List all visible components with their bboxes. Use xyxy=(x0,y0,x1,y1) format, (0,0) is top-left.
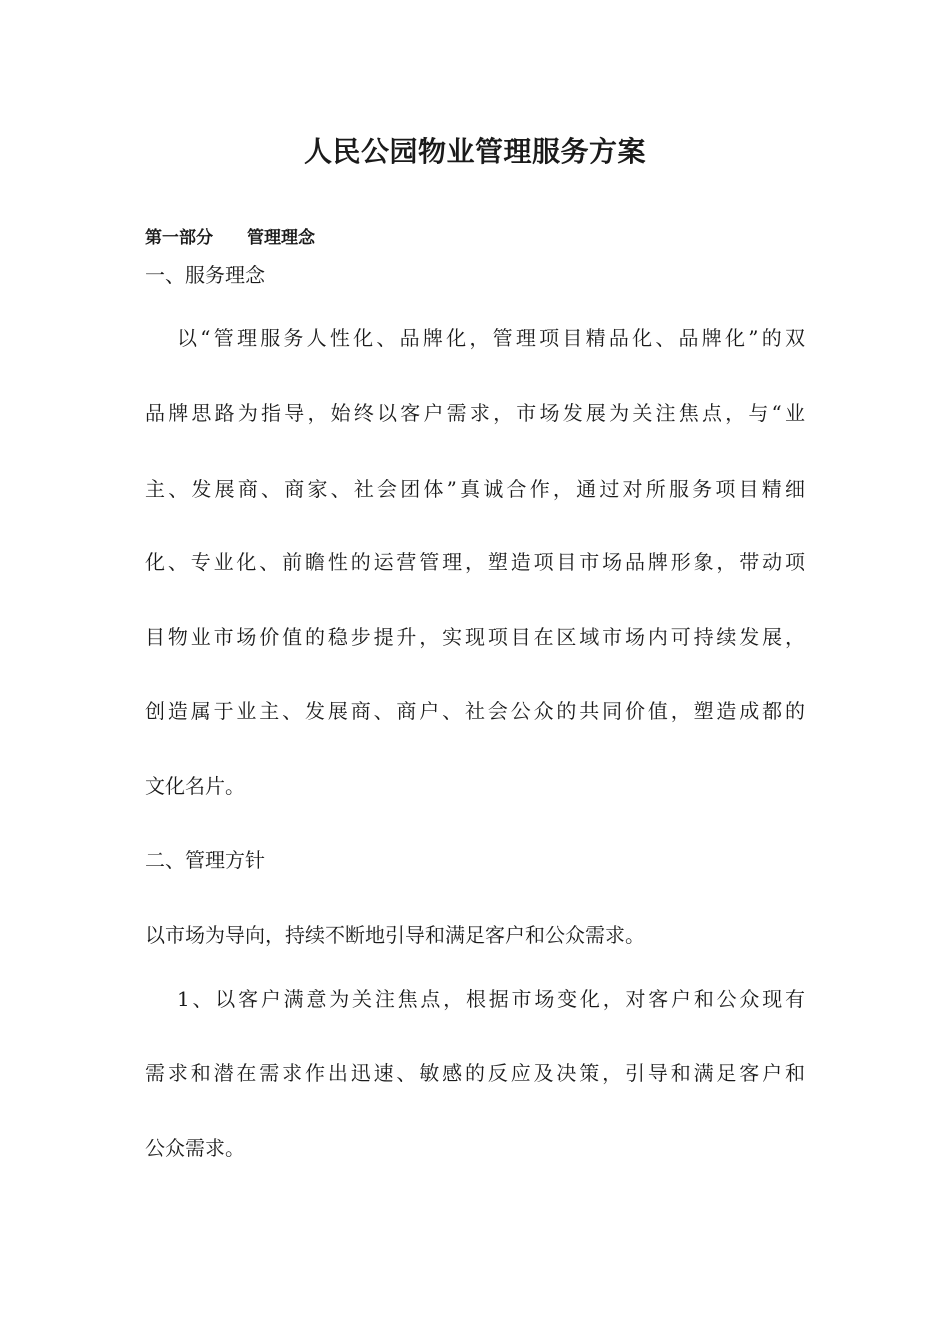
list-item-line: 1、以客户满意为关注焦点，根据市场变化，对客户和公众现有 xyxy=(177,987,805,1011)
list-item-line: 需求和潜在需求作出迅速、敏感的反应及决策，引导和满足客户和 xyxy=(145,1061,805,1085)
part-heading: 第一部分 管理理念 xyxy=(145,228,315,248)
paragraph-line: 文化名片。 xyxy=(145,774,245,798)
paragraph-line: 化、专业化、前瞻性的运营管理，塑造项目市场品牌形象，带动项 xyxy=(145,550,805,574)
paragraph-line: 创造属于业主、发展商、商户、社会公众的共同价值，塑造成都的 xyxy=(145,699,805,723)
paragraph-intro: 以市场为导向，持续不断地引导和满足客户和公众需求。 xyxy=(145,923,645,947)
section-heading-service-philosophy: 一、服务理念 xyxy=(145,263,265,287)
document-title: 人民公园物业管理服务方案 xyxy=(303,135,646,168)
paragraph-line: 目物业市场价值的稳步提升，实现项目在区域市场内可持续发展， xyxy=(145,625,805,649)
paragraph-line: 品牌思路为指导，始终以客户需求，市场发展为关注焦点，与“业 xyxy=(145,401,805,425)
list-item-line: 公众需求。 xyxy=(145,1136,245,1160)
paragraph-line: 主、发展商、商家、社会团体”真诚合作，通过对所服务项目精细 xyxy=(145,477,805,501)
paragraph-line: 以“管理服务人性化、品牌化，管理项目精品化、品牌化”的双 xyxy=(177,326,805,350)
section-heading-management-policy: 二、管理方针 xyxy=(145,848,265,872)
